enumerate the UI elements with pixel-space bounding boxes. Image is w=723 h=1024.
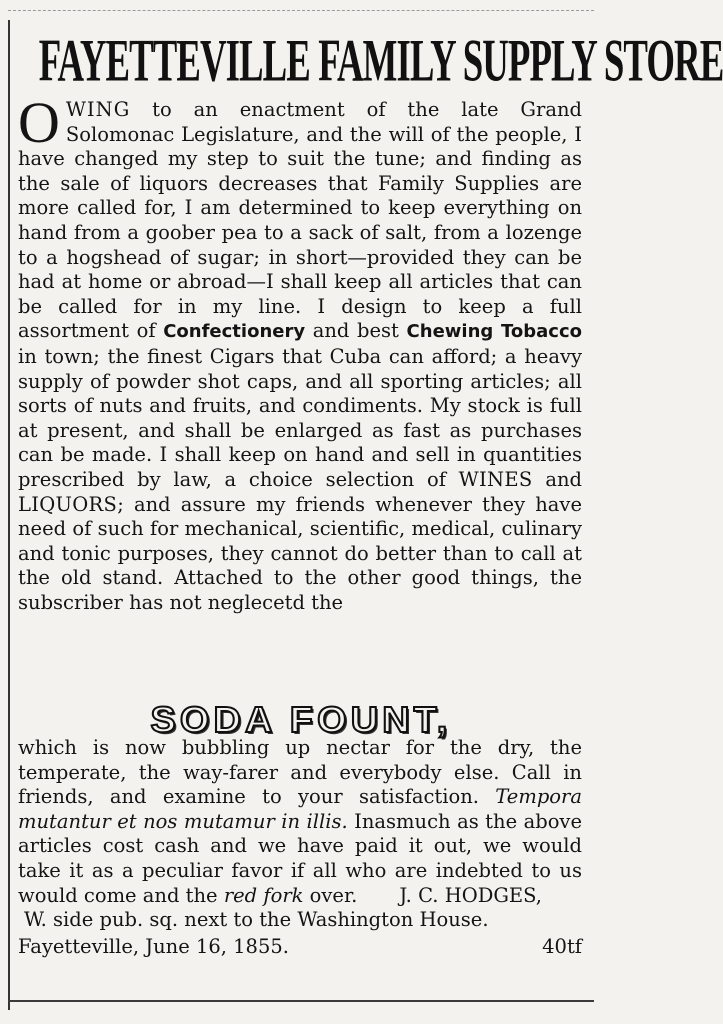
insertion-code: 40tf xyxy=(542,934,582,958)
left-column-rule xyxy=(8,20,10,1010)
body-text: to an enactment of the late Grand Solomonac Legislature, and the will of the people, I have changed my step to suit the tune; and finding as the sale of liquors decreases that Family Supplies are more called for, I am determined to keep everything on hand from a goober pea to a sack of salt, from a lozenge to a hogshead of sugar; in short—provided they can be had at home or abroad—I shall keep all articles that can be called for in my line. I design to keep a full assortment of xyxy=(18,98,582,343)
body-text: Inasmuch as the above articles cost cash and we have paid it out, we would take it as a peculiar favor if all who are indebted to us would come and the xyxy=(18,809,582,907)
body-text: which is now bubbling up nectar for the dry, the temperate, the way-farer and everybody else. Call in friends, and examine to your satisfaction. xyxy=(18,736,582,809)
headline: FAYETTEVILLE FAMILY SUPPLY STORE xyxy=(38,26,723,94)
body-text: ; and assure my friends whenever they have need of such for mechanical, scientific, medical, culinary and tonic purposes, they cannot do better than to call at the old stand. Attached to the other good things, the subscriber has not neglecetd the xyxy=(18,492,582,614)
liquors-emphasis: LIQUORS xyxy=(18,492,118,516)
chewing-tobacco-emphasis: Chewing Tobacco xyxy=(406,321,582,343)
ad-body-closing xyxy=(18,736,582,959)
dateline: Fayetteville, June 16, 1855. xyxy=(18,934,289,958)
bottom-rule xyxy=(8,1000,594,1002)
signature: J. C. HODGES, xyxy=(399,883,542,907)
body-text: over. xyxy=(303,883,358,907)
body-paragraph-1 xyxy=(18,90,582,615)
address-line: W. side pub. sq. next to the Washington House. xyxy=(24,908,489,932)
lead-word: WING xyxy=(65,98,131,121)
latin-motto: Tempora mutantur et nos mutamur in illis. xyxy=(18,785,582,833)
drop-cap: O xyxy=(18,90,60,155)
body-text: in town; the finest Cigars that Cuba can afford; a heavy supply of powder shot caps, and all sporting articles; all sorts of nuts and fruits, and condiments. My stock is full at present, and shall be enlarged as fast as purchases can be made. I shall keep on hand and sell in quantities prescribed by law, a choice selection of xyxy=(18,344,582,491)
red-fork-phrase: red fork xyxy=(223,883,304,907)
soda-fount-heading: SODA FOUNT, xyxy=(150,699,452,740)
wines-emphasis: WINES xyxy=(458,467,533,491)
body-paragraph-2 xyxy=(18,736,582,908)
body-text: and best xyxy=(305,319,407,343)
confectionery-emphasis: Confectionery xyxy=(163,321,306,343)
body-text: and xyxy=(532,467,582,491)
ad-body-paragraph xyxy=(18,90,582,615)
footer-row xyxy=(18,935,582,960)
